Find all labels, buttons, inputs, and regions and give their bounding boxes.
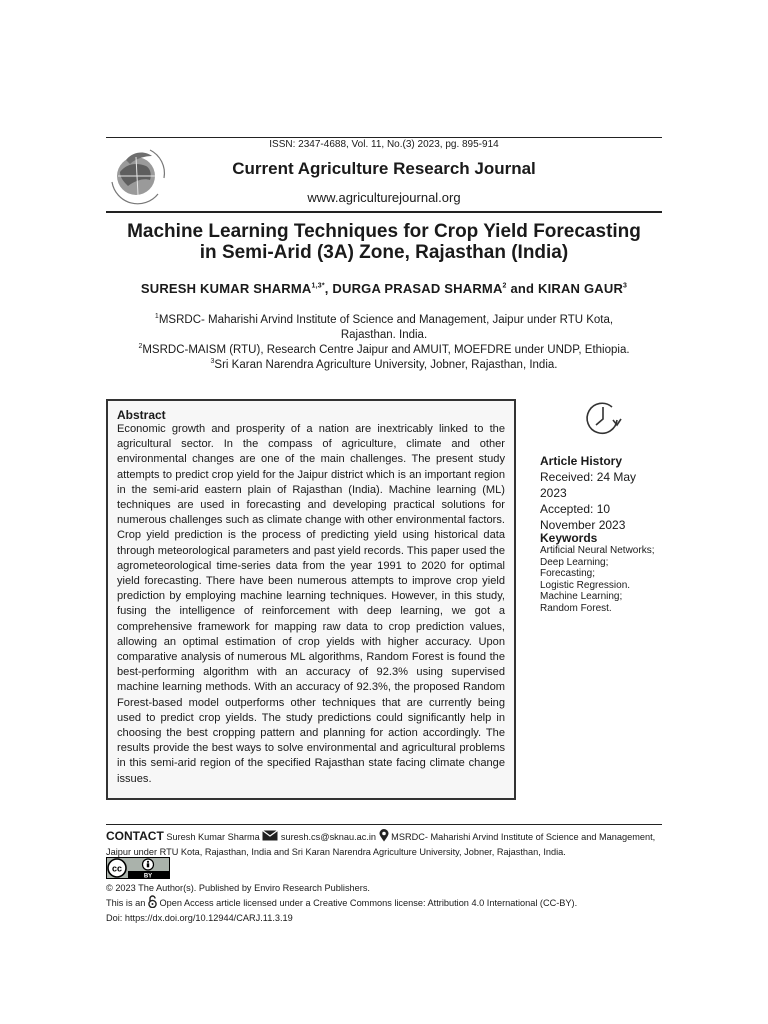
affiliation-text: MSRDC- Maharishi Arvind Institute of Science and Management, Jaipur under RTU Kota, Rajasthan. India. [158, 314, 614, 341]
author-name: KIRAN GAUR [537, 281, 624, 296]
received-date: Received: 24 May 2023 [540, 470, 637, 500]
open-access-prefix: This is an [106, 897, 146, 908]
author-affiliation-marker: 2 [502, 282, 507, 290]
article-history [540, 453, 665, 533]
open-access-lock-icon [148, 895, 157, 912]
journal-name: Current Agriculture Research Journal [232, 159, 536, 178]
open-access-text: Open Access article licensed under a Creative Commons license: Attribution 4.0 International (CC-BY). [159, 897, 578, 908]
affiliations [110, 313, 658, 373]
keyword-item: Forecasting; [540, 568, 596, 579]
affiliation-marker: 3 [210, 358, 215, 366]
keyword-item: Random Forest. [540, 602, 612, 614]
contact-block [106, 829, 666, 859]
cc-by-badge[interactable] [106, 857, 170, 879]
author-name: DURGA PRASAD SHARMA [332, 281, 503, 296]
author-separator: , [324, 281, 333, 296]
clock-history-icon [579, 398, 625, 438]
affiliation-item [110, 313, 658, 343]
keywords-heading: Keywords [540, 531, 598, 545]
article-title-line2: in Semi-Arid (3A) Zone, Rajasthan (India) [199, 242, 569, 263]
open-access-line [106, 895, 666, 912]
author-affiliation-marker: 1,3* [311, 282, 325, 290]
author-affiliation-marker: 3 [623, 282, 628, 290]
affiliation-item [110, 343, 658, 358]
affiliation-text: Sri Karan Narendra Agriculture University, Jobner, Rajasthan, India. [214, 359, 558, 371]
contact-label: CONTACT [106, 828, 164, 843]
keyword-item: Logistic Regression. [540, 579, 631, 591]
location-pin-icon [379, 829, 389, 846]
abstract-box [106, 399, 516, 800]
contact-address: MSRDC- Maharishi Arvind Institute of Science and Management, Jaipur under RTU Kota, Rajasthan, India and Sri Karan Narendra Agriculture University, Jobner, Rajasthan, India. [106, 831, 656, 857]
affiliation-marker: 1 [154, 313, 159, 321]
license-footer [106, 882, 666, 925]
accepted-date: Accepted: 10 November 2023 [540, 502, 626, 532]
cc-text: cc [111, 863, 123, 874]
journal-website[interactable]: www.agriculturejournal.org [307, 190, 461, 205]
article-title-line1: Machine Learning Techniques for Crop Yield Forecasting [127, 221, 641, 242]
by-text: BY [143, 873, 153, 879]
author-separator: and [506, 281, 538, 296]
abstract-heading: Abstract [117, 408, 166, 422]
issn-line: ISSN: 2347-4688, Vol. 11, No.(3) 2023, pg. 895-914 [269, 139, 499, 150]
header-bottom-rule [106, 211, 662, 213]
keywords-section [540, 531, 665, 614]
doi-line[interactable]: Doi: https://dx.doi.org/10.12944/CARJ.11.3.19 [106, 913, 293, 923]
keyword-item: Artificial Neural Networks; [540, 545, 655, 556]
envelope-icon [262, 830, 278, 845]
author-list [106, 281, 662, 296]
contact-name: Suresh Kumar Sharma [166, 831, 260, 842]
abstract-text: Economic growth and prosperity of a nation are inextricably linked to the agricultural sector. In the compass of agriculture, climate and other environmental changes are one of the main challenges. The present study attempts to predict crop yield for the Jaipur district which is an important region in the semi-arid eastern plain of Rajasthan (India). Machine learning (ML) techniques are used in forecasting and developing practical solutions for numerous challenges such as climate change with other environmental factors. Crop yield prediction is the process of predicting yield using historical data through meteorological parameters and past yield records. This paper used the agrometeorological time-series data from the year 1991 to 2020 for optimal yield forecasting. There have been numerous attempts to improve crop yield prediction by employing machine learning techniques. However, in this study, fusing the intelligence of reinforcement with deep learning, we got a comprehensive framework for mapping raw data to crop prediction values, allowing an optimal estimation of crop yields with higher accuracy. Upon comparative analysis of numerous ML algorithms, Random Forest is found the best-performing algorithm with an accuracy of 92.3% using supervised machine learning methods. With an accuracy of 92.3%, the proposed Random Forest-based model outperforms other techniques that are currently being used to predict crop yields. The study predictions could significantly help in choosing the best cropping pattern and planning for action accordingly. The results provide the best ways to solve environmental and agricultural problems in this semi-arid region of the specified Rajasthan state facing climate change issues. [117, 423, 505, 785]
affiliation-item [110, 358, 658, 373]
header-top-rule [106, 137, 662, 138]
article-history-heading: Article History [540, 454, 623, 468]
author-name: SURESH KUMAR SHARMA [140, 281, 312, 296]
affiliation-text: MSRDC-MAISM (RTU), Research Centre Jaipur and AMUIT, MOEFDRE under UNDP, Ethiopia. [142, 344, 630, 356]
article-title [106, 221, 662, 263]
copyright-line: © 2023 The Author(s). Published by Enviro Research Publishers. [106, 883, 370, 893]
keyword-item: Deep Learning; [540, 556, 609, 568]
keyword-item: Machine Learning; [540, 591, 623, 602]
affiliation-marker: 2 [138, 343, 143, 351]
contact-email[interactable]: suresh.cs@sknau.ac.in [280, 831, 377, 842]
contact-rule [106, 824, 662, 825]
